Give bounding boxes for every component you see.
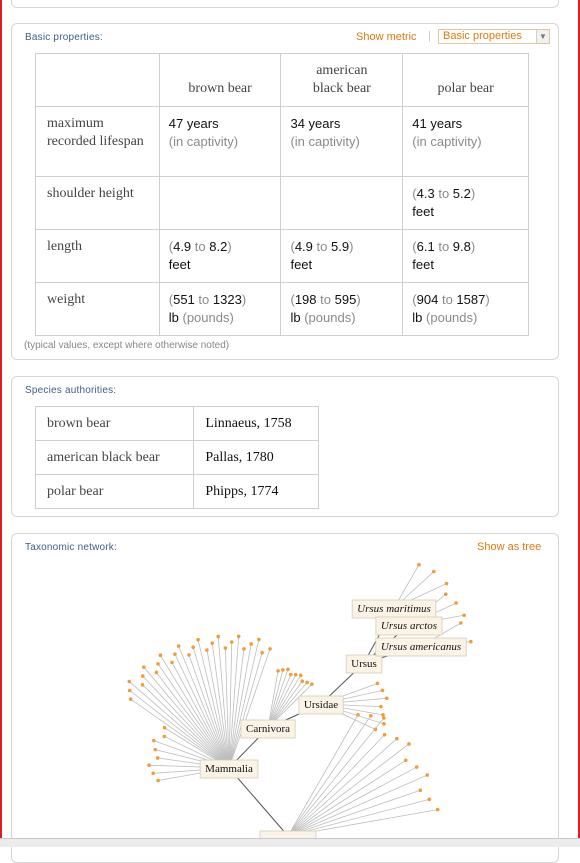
range-low: 551 — [173, 292, 195, 307]
lifespan-value: 34 years — [290, 116, 341, 131]
network-edge — [288, 718, 384, 836]
range-to: to — [194, 239, 206, 254]
network-edge — [172, 662, 229, 768]
unit: lb — [290, 310, 301, 325]
leaf-node[interactable] — [289, 673, 293, 677]
taxon-node-ursus[interactable] — [346, 655, 382, 673]
properties-table — [35, 53, 529, 336]
unit-note: (pounds) — [182, 310, 234, 325]
leaf-node[interactable] — [224, 646, 228, 650]
leaf-node[interactable] — [395, 737, 399, 741]
unit: lb — [412, 310, 423, 325]
range-high: 1587 — [456, 292, 486, 307]
leaf-node[interactable] — [382, 722, 386, 726]
range-open: ( — [412, 186, 417, 201]
leaf-node[interactable] — [281, 668, 285, 672]
range-close: ) — [470, 186, 476, 201]
range-to: to — [316, 239, 328, 254]
range-high: 1323 — [212, 292, 242, 307]
leaf-node[interactable] — [428, 798, 432, 802]
leaf-node[interactable] — [381, 689, 385, 693]
network-edge — [288, 715, 358, 836]
network-edge — [268, 669, 288, 728]
leaf-node[interactable] — [469, 640, 473, 644]
range-close: ) — [241, 292, 247, 307]
network-edge — [288, 767, 417, 836]
leaf-node[interactable] — [415, 765, 419, 769]
dropdown-value: Basic properties — [443, 30, 522, 42]
leaf-node[interactable] — [151, 772, 155, 776]
range-to: to — [438, 186, 450, 201]
leaf-node[interactable] — [129, 697, 133, 701]
window-frame-left — [0, 0, 2, 847]
leaf-node[interactable] — [417, 563, 421, 567]
range-close: ) — [356, 292, 361, 307]
leaf-node[interactable] — [444, 592, 448, 596]
taxon-node-americanus[interactable] — [376, 638, 466, 656]
species-name: polar bear — [36, 475, 194, 509]
leaf-node[interactable] — [156, 779, 160, 783]
leaf-node[interactable] — [177, 644, 181, 648]
range-high: 5.9 — [330, 239, 350, 254]
leaf-node[interactable] — [260, 651, 264, 655]
pod-title: Basic properties: — [25, 32, 103, 43]
weight-brown-bear — [159, 283, 281, 336]
range-low: 904 — [416, 292, 439, 307]
leaf-node[interactable] — [249, 642, 253, 646]
range-high: 9.8 — [452, 239, 471, 254]
leaf-node[interactable] — [268, 647, 272, 651]
leaf-node[interactable] — [385, 696, 389, 700]
unit: feet — [168, 257, 191, 272]
header-empty-cell — [36, 54, 160, 107]
leaf-node[interactable] — [310, 682, 314, 686]
range-open: ( — [168, 292, 174, 307]
pod-title: Taxonomic network: — [25, 542, 117, 553]
length-polar-bear — [403, 230, 529, 283]
range-to: to — [320, 292, 331, 307]
leaf-node[interactable] — [173, 652, 177, 656]
network-edge — [193, 647, 229, 768]
range-open: ( — [168, 239, 174, 254]
leaf-node[interactable] — [187, 653, 191, 657]
taxonomic-network-pod — [11, 533, 559, 863]
range-to: to — [438, 239, 450, 254]
leaf-node[interactable] — [305, 681, 309, 685]
row-label-length: length — [36, 230, 160, 283]
authorities-table — [35, 406, 319, 509]
leaf-node[interactable] — [159, 653, 163, 657]
row-label-weight: weight — [36, 283, 160, 336]
species-name: american black bear — [36, 441, 194, 475]
leaf-node[interactable] — [459, 621, 463, 625]
taxon-node-maritimus[interactable] — [352, 600, 436, 618]
leaf-node[interactable] — [196, 638, 200, 642]
svg-text:Ursus maritimus: Ursus maritimus — [357, 603, 431, 615]
column-header-polar-bear: polar bear — [403, 54, 529, 107]
leaf-node[interactable] — [205, 648, 209, 652]
shoulder-height-polar-bear — [403, 177, 529, 230]
previous-pod-edge — [11, 0, 559, 8]
lifespan-value: 47 years — [168, 116, 219, 131]
species-authority: Phipps, 1774 — [194, 475, 319, 509]
network-edge — [288, 739, 397, 836]
range-close: ) — [227, 239, 232, 254]
species-name: brown bear — [36, 407, 194, 441]
leaf-node[interactable] — [170, 661, 174, 665]
leaf-node[interactable] — [300, 679, 304, 683]
leaf-node[interactable] — [432, 570, 436, 574]
range-open: ( — [412, 292, 417, 307]
column-header-american-black-bear: american black bear — [281, 54, 403, 107]
range-high: 595 — [334, 292, 357, 307]
leaf-node[interactable] — [286, 667, 290, 671]
unit: feet — [412, 204, 434, 219]
svg-text:Ursus americanus: Ursus americanus — [380, 641, 462, 653]
svg-text:Mammalia: Mammalia — [205, 763, 253, 775]
leaf-node[interactable] — [153, 748, 157, 752]
range-to: to — [441, 292, 453, 307]
unit-note: (pounds) — [304, 310, 356, 325]
leaf-node[interactable] — [383, 733, 387, 737]
range-open: ( — [412, 239, 417, 254]
leaf-node[interactable] — [242, 647, 246, 651]
leaf-node[interactable] — [376, 682, 380, 686]
shoulder-height-american-black-bear — [281, 177, 403, 230]
svg-text:Ursus: Ursus — [351, 658, 377, 670]
leaf-node[interactable] — [379, 705, 383, 709]
range-to: to — [198, 292, 210, 307]
taxon-node-mammalia[interactable] — [200, 760, 258, 778]
lifespan-brown-bear — [159, 107, 281, 177]
lifespan-value: 41 years — [412, 116, 463, 131]
row-label-lifespan: maximum recorded lifespan — [36, 107, 160, 177]
leaf-node[interactable] — [294, 673, 298, 677]
species-authority: Linnaeus, 1758 — [194, 407, 319, 441]
range-high: 5.2 — [452, 186, 471, 201]
leaf-node[interactable] — [237, 635, 241, 639]
separator: | — [428, 30, 431, 42]
unit-note: (pounds) — [426, 310, 478, 325]
leaf-node[interactable] — [127, 680, 131, 684]
leaf-node[interactable] — [162, 735, 166, 739]
leaf-node[interactable] — [407, 742, 411, 746]
leaf-node[interactable] — [462, 613, 466, 617]
leaf-node[interactable] — [216, 635, 220, 639]
leaf-node[interactable] — [454, 601, 458, 605]
range-low: 4.9 — [294, 239, 313, 254]
network-edge — [229, 649, 270, 768]
leaf-node[interactable] — [369, 714, 373, 718]
lifespan-note: (in captivity) — [290, 134, 360, 149]
range-close: ) — [485, 292, 490, 307]
show-as-tree-button[interactable]: Show as tree — [477, 541, 542, 553]
leaf-node[interactable] — [152, 739, 156, 743]
network-edge — [288, 760, 406, 836]
unit: lb — [168, 310, 179, 325]
leaf-node[interactable] — [128, 689, 132, 693]
range-low: 6.1 — [416, 239, 435, 254]
length-american-black-bear — [281, 230, 403, 283]
leaf-node[interactable] — [147, 763, 151, 767]
leaf-node[interactable] — [156, 662, 160, 666]
typical-values-note: (typical values, except where otherwise noted) — [24, 340, 230, 351]
network-edge — [288, 744, 409, 836]
show-metric-button[interactable]: Show metric — [356, 31, 417, 43]
svg-text:Ursidae: Ursidae — [303, 699, 339, 711]
length-brown-bear — [159, 230, 281, 283]
leaf-node[interactable] — [141, 674, 145, 678]
leaf-node[interactable] — [382, 716, 386, 720]
leaf-node[interactable] — [425, 773, 429, 777]
pod-title: Species authorities: — [25, 385, 117, 396]
taxon-node-carnivora[interactable] — [241, 720, 295, 738]
lifespan-note: (in captivity) — [168, 134, 239, 149]
range-close: ) — [470, 239, 476, 254]
lifespan-polar-bear — [403, 107, 529, 177]
leaf-node[interactable] — [276, 669, 280, 673]
range-low: 4.9 — [173, 239, 192, 254]
row-label-shoulder-height: shoulder height — [36, 177, 160, 230]
leaf-node[interactable] — [436, 808, 440, 812]
leaf-node[interactable] — [230, 640, 234, 644]
lifespan-note: (in captivity) — [412, 134, 482, 149]
leaf-node[interactable] — [404, 759, 408, 763]
leaf-node[interactable] — [191, 645, 195, 649]
leaf-node[interactable] — [445, 582, 449, 586]
taxonomic-network-graph[interactable] — [12, 534, 559, 863]
leaf-node[interactable] — [356, 713, 360, 717]
basic-properties-pod — [11, 23, 559, 360]
shoulder-height-brown-bear — [159, 177, 281, 230]
range-open: ( — [290, 239, 295, 254]
weight-american-black-bear — [281, 283, 403, 336]
species-authorities-pod — [11, 376, 559, 517]
unit: feet — [290, 257, 313, 272]
leaf-node[interactable] — [142, 665, 146, 669]
species-authority: Pallas, 1780 — [194, 441, 319, 475]
leaf-node[interactable] — [381, 713, 385, 717]
horizontal-scrollbar[interactable] — [0, 838, 580, 847]
range-close: ) — [349, 239, 354, 254]
weight-polar-bear — [403, 283, 529, 336]
unit: feet — [412, 257, 434, 272]
chevron-down-icon: ▼ — [536, 30, 549, 43]
range-high: 8.2 — [209, 239, 228, 254]
column-header-brown-bear: brown bear — [159, 54, 281, 107]
leaf-node[interactable] — [210, 641, 214, 645]
network-edge — [143, 676, 229, 768]
properties-dropdown[interactable] — [438, 29, 550, 44]
range-low: 4.3 — [416, 186, 435, 201]
taxon-node-arctos[interactable] — [376, 617, 442, 635]
leaf-node[interactable] — [155, 671, 159, 675]
leaf-node[interactable] — [163, 726, 167, 730]
leaf-node[interactable] — [141, 683, 145, 687]
lifespan-american-black-bear — [281, 107, 403, 177]
taxon-node-ursidae[interactable] — [299, 696, 343, 714]
leaf-node[interactable] — [419, 788, 423, 792]
svg-text:Ursus arctos: Ursus arctos — [380, 620, 438, 632]
range-open: ( — [290, 292, 295, 307]
network-edge — [288, 790, 420, 836]
range-low: 198 — [294, 292, 317, 307]
leaf-node[interactable] — [299, 674, 303, 678]
leaf-node[interactable] — [257, 638, 261, 642]
leaf-node[interactable] — [156, 756, 160, 760]
network-edge — [288, 735, 385, 836]
svg-text:Carnivora: Carnivora — [246, 723, 290, 735]
